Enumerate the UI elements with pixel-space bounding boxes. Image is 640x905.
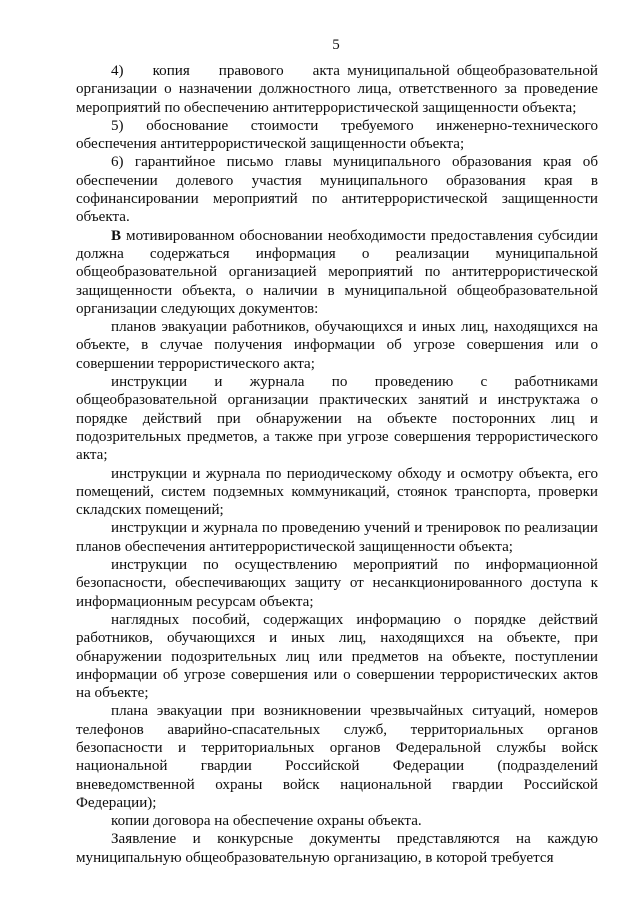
paragraph-lead-letter: В — [111, 227, 122, 244]
paragraph-security-contract: копии договора на обеспечение охраны объекта. — [111, 813, 422, 830]
page-number: 5 — [332, 37, 340, 53]
paragraph-item-5: 5) обоснование стоимости требуемого инженерно-технического обеспечения антитеррористической защищенности объекта; — [76, 117, 598, 153]
paragraph-instruction-inspection: инструкции и журнала по периодическому обходу и осмотру объекта, его помещений, систем подземных коммуникаций, стоянок транспорта, проверки складских помещений; — [76, 465, 598, 519]
paragraph-instruction-infosec: инструкции по осуществлению мероприятий по информационной безопасности, обеспечивающих защиту от несанкционированного доступа к информационным ресурсам объекта; — [76, 557, 598, 610]
paragraph-justification-intro — [76, 227, 598, 318]
paragraph-instruction-drills: инструкции и журнала по проведению учений и тренировок по реализации планов обеспечения антитеррористической защищенности объекта; — [76, 520, 598, 555]
paragraph-instruction-training: инструкции и журнала по проведению с работниками общеобразовательной организации практических занятий и инструктажа о порядке действий при обнаружении на объекте посторонних лиц и подозрительных предметов, а также при угрозе совершения террористического акта; — [76, 374, 598, 464]
paragraph-evacuation-plans: планов эвакуации работников, обучающихся и иных лиц, находящихся на объекте, в случае получения информации об угрозе совершения или о совершении террористического акта; — [76, 319, 598, 372]
paragraph-item-4: 4) копия правового акта муниципальной общеобразовательной организации о назначении должностного лица, ответственного за проведение мероприятий по обеспечению антитеррористической защищенности объекта; — [76, 63, 598, 116]
document-body — [76, 62, 598, 867]
paragraph-item-6: 6) гарантийное письмо главы муниципального образования края об обеспечении долевого участия муниципального образования края в софинансировании мероприятий по антитеррористической защищенности объекта. — [76, 154, 598, 226]
paragraph-visual-aids: наглядных пособий, содержащих информацию о порядке действий работников, обучающихся и иных лиц, находящихся на объекте, при обнаружении подозрительных лиц или предметов на объекте, поступлении информации об угрозе совершения или о совершении террористических актов на объекте; — [76, 611, 598, 702]
paragraph-emergency-plan: плана эвакуации при возникновении чрезвычайных ситуаций, номеров телефонов аварийно-спасательных служб, территориальных органов безопасности и территориальных органов Федеральной службы войск национальной гвардии Российской Федерации (подразделений вневедомственной охраны войск национальной гвардии Российской Федерации); — [76, 703, 598, 811]
paragraph-justification-text: мотивированном обосновании необходимости предоставления субсидии должна содержаться информация о реализации муниципальной общеобразовательной организацией мероприятий по антитеррористической защищенности объекта, о наличии в муниципальной общеобразовательной организации следующих документов: — [76, 227, 598, 317]
paragraph-application-docs: Заявление и конкурсные документы представляются на каждую муниципальную общеобразовательную организацию, в которой требуется — [76, 831, 598, 866]
